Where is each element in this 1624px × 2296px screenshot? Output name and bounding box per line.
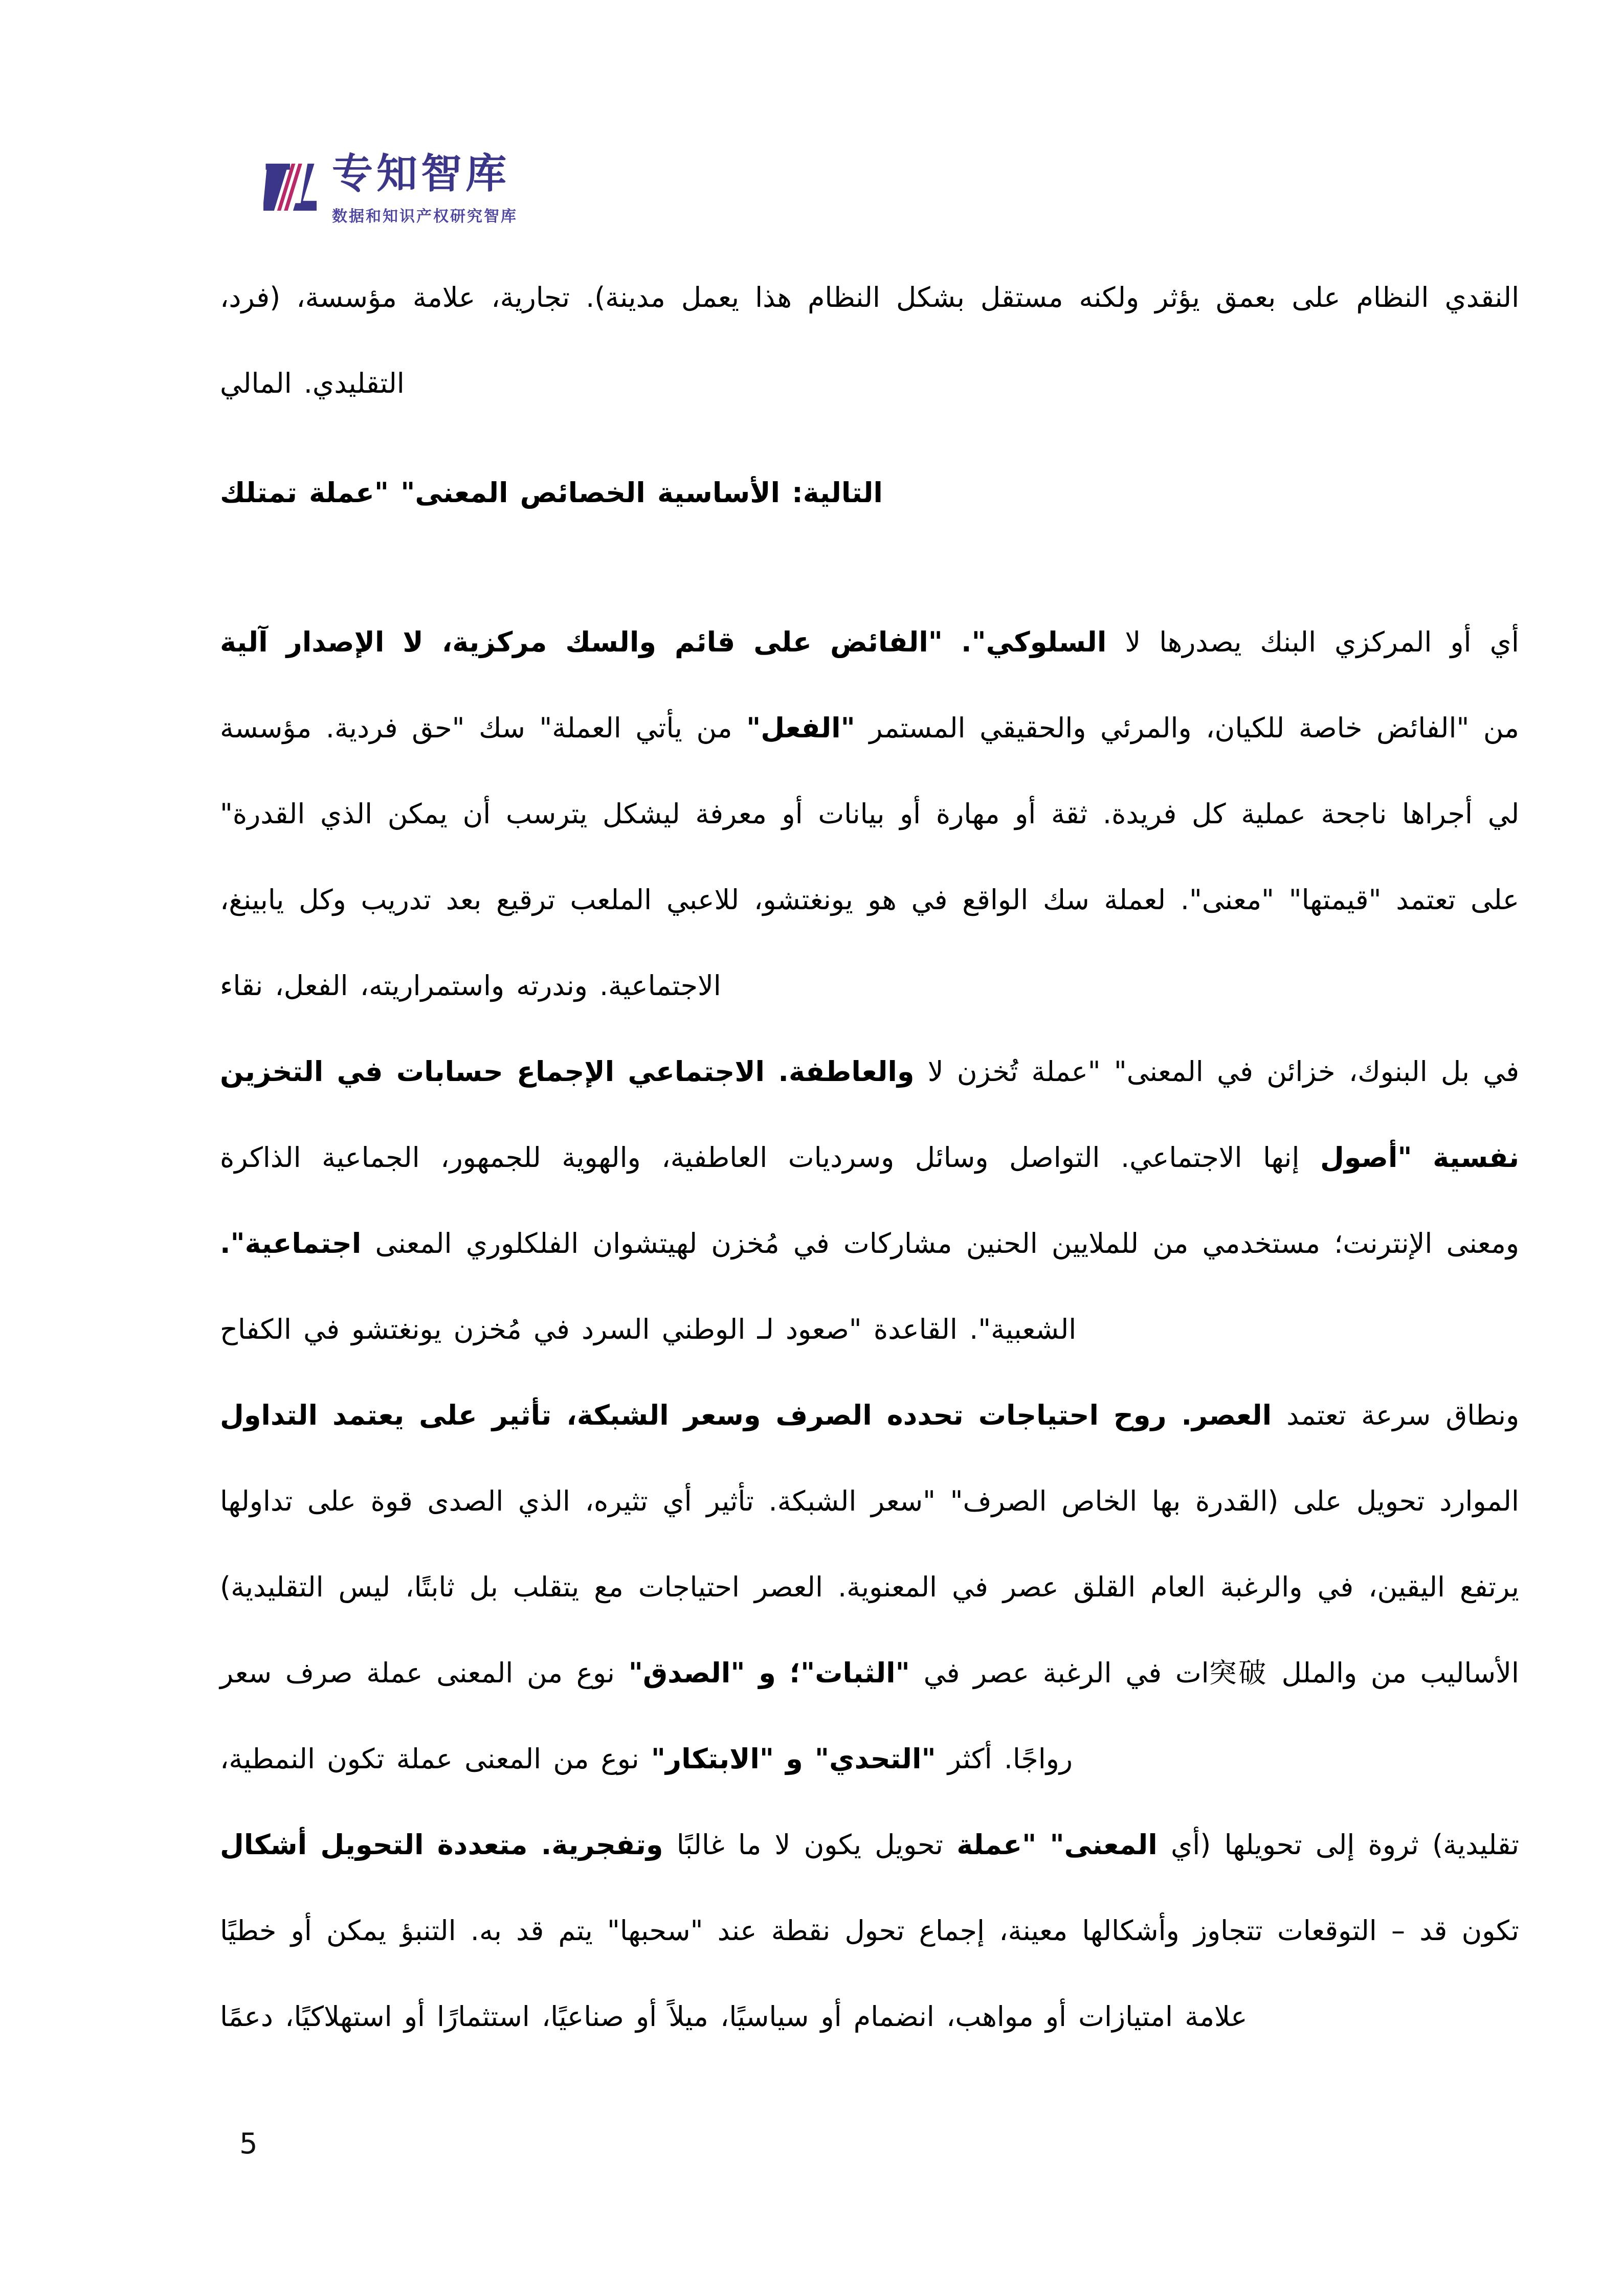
word-token: على bbox=[1293, 1485, 1342, 1517]
word-token: الاجتماعي. bbox=[1120, 1141, 1242, 1174]
word-token: تحويل bbox=[875, 1829, 943, 1861]
word-token: بل bbox=[469, 1571, 498, 1603]
word-token: للملايين bbox=[1051, 1227, 1139, 1259]
word-token: للاعبي bbox=[666, 884, 740, 916]
word-token: مع bbox=[594, 1571, 624, 1603]
word-token: يمكن bbox=[326, 1915, 387, 1947]
word-token: امتيازات bbox=[1078, 2000, 1173, 2033]
word-token: الفلكلوري bbox=[465, 1227, 579, 1259]
word-token: يمكن bbox=[387, 798, 448, 830]
word-token: يابينغ، bbox=[220, 884, 284, 916]
word-token: مُخزن bbox=[711, 1227, 780, 1259]
word-token: نوع bbox=[600, 1743, 639, 1775]
word-token: آلية bbox=[220, 626, 268, 658]
word-token: نفسية bbox=[1433, 1141, 1519, 1174]
word-token: الصرف" bbox=[950, 1485, 1047, 1517]
word-token: كل bbox=[1192, 798, 1226, 830]
word-token: (فرد، bbox=[220, 281, 281, 313]
word-token: "سعر bbox=[871, 1485, 936, 1517]
word-token: فريدة. bbox=[1102, 798, 1177, 830]
word-token: على bbox=[1292, 281, 1341, 313]
word-token: في bbox=[793, 1227, 830, 1259]
word-token: في bbox=[303, 1313, 340, 1345]
word-token: نوع bbox=[576, 1657, 615, 1689]
word-token: في bbox=[1317, 1571, 1354, 1603]
word-token: عملة bbox=[366, 1657, 423, 1689]
word-token: المالي bbox=[220, 367, 292, 399]
word-token: ولكنه bbox=[1079, 281, 1140, 313]
word-token: إنها bbox=[1263, 1141, 1300, 1174]
document-body bbox=[220, 255, 1519, 2060]
word-token: لا bbox=[1125, 626, 1141, 658]
word-token: أو bbox=[636, 2000, 657, 2033]
word-token: دعمًا bbox=[220, 2000, 273, 2033]
word-token: "الصدق" bbox=[628, 1657, 745, 1689]
word-token: مؤسسة، bbox=[296, 281, 397, 313]
word-token: مواهب، bbox=[946, 2000, 1034, 2033]
paragraph bbox=[220, 1372, 1519, 1802]
word-token: السرد bbox=[582, 1313, 650, 1345]
word-token: الموارد bbox=[1439, 1485, 1519, 1517]
word-token: قد bbox=[1419, 1915, 1448, 1947]
word-token: قوة bbox=[370, 1485, 413, 1517]
word-token: الأساليب bbox=[1420, 1657, 1519, 1689]
word-token: تُخزن bbox=[956, 1055, 1018, 1088]
word-token: ميلاً bbox=[669, 2000, 708, 2033]
word-token: تمتلك bbox=[220, 477, 297, 509]
word-token: صناعيًا، bbox=[541, 2000, 624, 2033]
word-token: أو bbox=[1015, 798, 1036, 830]
word-token: النظام bbox=[1356, 281, 1429, 313]
word-token: وندرته bbox=[516, 970, 588, 1002]
word-token: على bbox=[1470, 884, 1520, 916]
logo-text bbox=[332, 152, 518, 226]
word-token: نقطة bbox=[771, 1915, 831, 1947]
word-token: التخزين bbox=[220, 1055, 324, 1088]
word-token: ليشكل bbox=[603, 798, 680, 830]
paragraph bbox=[220, 1802, 1519, 2060]
word-token: أو bbox=[291, 1915, 312, 1947]
word-token: يتم bbox=[558, 1915, 593, 1947]
word-token: للجمهور، bbox=[440, 1141, 541, 1174]
word-token: سياسيًا، bbox=[720, 2000, 809, 2033]
word-token: البنوك، bbox=[1348, 1055, 1428, 1088]
word-token: في bbox=[1217, 1055, 1253, 1088]
word-token: بعمق bbox=[1215, 281, 1276, 313]
word-token: خطيًا bbox=[220, 1915, 277, 1947]
word-token: "عملة bbox=[309, 477, 389, 509]
word-token: في bbox=[533, 1313, 570, 1345]
word-token: أو bbox=[900, 798, 921, 830]
word-token: تحدده bbox=[886, 1399, 964, 1431]
word-token: به. bbox=[470, 1915, 502, 1947]
word-token: أو bbox=[1450, 626, 1472, 658]
word-token: سك bbox=[1042, 884, 1089, 916]
word-token: والحقيقي bbox=[980, 712, 1086, 744]
word-token: سعر bbox=[220, 1657, 272, 1689]
word-token: "الثبات"؛ bbox=[789, 1657, 910, 1689]
word-token: والسك bbox=[565, 626, 656, 658]
word-token: السلوكي". bbox=[961, 626, 1107, 658]
word-token: تكون bbox=[1461, 1915, 1519, 1947]
word-token: عصر bbox=[973, 1657, 1029, 1689]
word-token: النقدي bbox=[1444, 281, 1520, 313]
word-token: المعنى bbox=[436, 1657, 514, 1689]
word-token: الإصدار bbox=[286, 626, 385, 658]
word-token: المعنى bbox=[375, 1227, 452, 1259]
word-token: تجارية، bbox=[491, 281, 570, 313]
word-token: أي bbox=[1489, 626, 1519, 658]
word-token: غالبًا bbox=[676, 1829, 725, 1861]
word-token: يكون bbox=[804, 1829, 861, 1861]
word-token: إجماع bbox=[919, 1915, 985, 1947]
word-token: سرعة bbox=[1361, 1399, 1431, 1431]
word-token: من bbox=[1483, 712, 1519, 744]
word-token: الخاص bbox=[1061, 1485, 1138, 1517]
word-token: "أصول bbox=[1320, 1141, 1412, 1174]
word-token: المعنوية. bbox=[837, 1571, 938, 1603]
word-token: مهارة bbox=[936, 798, 1000, 830]
word-token: الإجماع bbox=[517, 1055, 615, 1088]
word-token: يرتفع bbox=[1459, 1571, 1519, 1603]
word-token: وأشكالها bbox=[1082, 1915, 1180, 1947]
word-token: لـ bbox=[757, 1313, 774, 1345]
word-token: الإنترنت؛ bbox=[1334, 1227, 1433, 1259]
page-number: 5 bbox=[239, 2127, 258, 2160]
word-token: العام bbox=[1150, 1571, 1206, 1603]
word-token: قائم bbox=[674, 626, 736, 658]
word-token: مشاركات bbox=[843, 1227, 952, 1259]
word-token: (أي bbox=[1171, 1829, 1211, 1861]
word-token: في bbox=[337, 1055, 383, 1088]
word-token: الصرف bbox=[775, 1399, 872, 1431]
word-token: خاصة bbox=[1298, 712, 1363, 744]
word-token: عملية bbox=[1241, 798, 1306, 830]
word-token: والمرئي bbox=[1100, 712, 1192, 744]
word-token: ما bbox=[738, 1829, 762, 1861]
word-token: مُخزن bbox=[453, 1313, 522, 1345]
word-token: تعتمد bbox=[1396, 884, 1456, 916]
word-token: اليقين، bbox=[1368, 1571, 1445, 1603]
word-token: لعملة bbox=[1104, 884, 1166, 916]
paragraph bbox=[220, 450, 1519, 536]
word-token: احتياجات bbox=[638, 1571, 740, 1603]
word-token: والملل bbox=[1281, 1657, 1358, 1689]
word-token: لا bbox=[927, 1055, 944, 1088]
word-token: عند bbox=[717, 1915, 757, 1947]
logo-subtitle: 数据和知识产权研究智库 bbox=[332, 208, 518, 226]
word-token: تقليدية) bbox=[1432, 1829, 1519, 1861]
word-token: بها bbox=[1151, 1485, 1181, 1517]
word-token: "التحدي" bbox=[814, 1743, 936, 1775]
word-token: والعاطفة. bbox=[778, 1055, 915, 1088]
word-token: للكيان، bbox=[1206, 712, 1285, 744]
word-token: استثمارًا bbox=[437, 2000, 530, 2033]
word-token: "معنى". bbox=[1180, 884, 1274, 916]
word-token: في bbox=[911, 884, 948, 916]
word-token: ومعنى bbox=[1446, 1227, 1519, 1259]
word-token: "عملة bbox=[956, 1829, 1037, 1861]
word-token: واستمراريته، bbox=[360, 970, 505, 1002]
word-token: يتقلب bbox=[513, 1571, 580, 1603]
word-token: تثيره، bbox=[585, 1485, 648, 1517]
word-token: الرغبة bbox=[1042, 1657, 1112, 1689]
word-token: تحول bbox=[844, 1915, 905, 1947]
word-token: أو bbox=[820, 2000, 842, 2033]
word-token: البنك bbox=[1260, 626, 1317, 658]
word-token: "سحبها" bbox=[607, 1915, 703, 1947]
word-token: إلى bbox=[1315, 1829, 1355, 1861]
word-token: يعتمد bbox=[332, 1399, 405, 1431]
word-token: على bbox=[419, 1399, 477, 1431]
word-token: في bbox=[1483, 1055, 1520, 1088]
word-token: فردية. bbox=[325, 712, 398, 744]
word-token: سك bbox=[479, 712, 525, 744]
word-token: أي bbox=[662, 1485, 692, 1517]
word-token: "الفعل" bbox=[746, 712, 855, 744]
word-token: الاجتماعية. bbox=[599, 970, 721, 1002]
word-token: الجماعية bbox=[322, 1141, 420, 1174]
word-token: روح bbox=[1113, 1399, 1167, 1431]
word-token: تداولها bbox=[220, 1485, 293, 1517]
word-token: الذاكرة bbox=[220, 1141, 301, 1174]
word-token: معرفة bbox=[695, 798, 767, 830]
word-token: التالية: bbox=[792, 477, 883, 509]
word-token: تدريب bbox=[361, 884, 432, 916]
word-token: المعنى bbox=[464, 1743, 542, 1775]
word-token: أو bbox=[1045, 2000, 1066, 2033]
word-token: ثروة bbox=[1368, 1829, 1419, 1861]
word-token: مستخدمي bbox=[1202, 1227, 1321, 1259]
word-token: الوطني bbox=[661, 1313, 746, 1345]
word-token: تعتمد bbox=[1286, 1399, 1347, 1431]
word-token: ثقة bbox=[1051, 798, 1088, 830]
word-token: التحويل bbox=[320, 1829, 424, 1861]
word-token: من bbox=[1370, 1657, 1407, 1689]
word-token: التقليدية) bbox=[220, 1571, 324, 1603]
word-token: الخصائص bbox=[520, 477, 646, 509]
word-token: الملعب bbox=[570, 884, 652, 916]
word-token: الشعبية". bbox=[969, 1313, 1077, 1345]
word-token: لا bbox=[774, 1829, 791, 1861]
word-token: رواجًا. bbox=[1004, 1743, 1073, 1775]
logo bbox=[263, 152, 518, 226]
word-token: حسابات bbox=[396, 1055, 503, 1088]
word-token: علامة bbox=[1185, 2000, 1248, 2033]
word-token: تحويل bbox=[1356, 1485, 1425, 1517]
word-token: 突破ات bbox=[1175, 1657, 1268, 1689]
word-token: الاجتماعي bbox=[628, 1055, 765, 1088]
word-token: المعنى" bbox=[401, 477, 508, 509]
word-token: مركزية، bbox=[441, 626, 547, 658]
word-token: بعد bbox=[446, 884, 482, 916]
word-token: العاطفية، bbox=[661, 1141, 768, 1174]
word-token: والهوية bbox=[562, 1141, 641, 1174]
word-token: النمطية، bbox=[220, 1743, 315, 1775]
word-token: وسعر bbox=[683, 1399, 761, 1431]
word-token: "الفائض bbox=[1376, 712, 1470, 744]
word-token: يصدرها bbox=[1159, 626, 1242, 658]
word-token: عملة bbox=[396, 1743, 453, 1775]
word-token: القدرة" bbox=[220, 798, 305, 830]
word-token: المعنى" bbox=[1114, 1055, 1204, 1088]
word-token: في bbox=[951, 1571, 988, 1603]
word-token: أو bbox=[404, 2000, 425, 2033]
word-token: الأساسية bbox=[657, 477, 780, 509]
word-token: النظام bbox=[807, 281, 880, 313]
word-token: تأثير bbox=[706, 1485, 754, 1517]
logo-title: 专知智库 bbox=[332, 150, 510, 197]
word-token: استهلاكيًا، bbox=[285, 2000, 392, 2033]
word-token: يعمل bbox=[681, 281, 740, 313]
word-token: أجراها bbox=[1401, 798, 1473, 830]
word-token: وسائل bbox=[915, 1141, 989, 1174]
word-token: (القدرة bbox=[1195, 1485, 1279, 1517]
word-token: الذي bbox=[518, 1485, 570, 1517]
word-token: علامة bbox=[412, 281, 476, 313]
word-token: التواصل bbox=[1009, 1141, 1100, 1174]
word-token: الشبكة، bbox=[566, 1399, 669, 1431]
word-token: على bbox=[753, 626, 812, 658]
word-token: هو bbox=[867, 884, 897, 916]
word-token: صرف bbox=[285, 1657, 353, 1689]
paragraph bbox=[220, 255, 1519, 426]
word-token: متعددة bbox=[437, 1829, 528, 1861]
word-token: ترقيع bbox=[496, 884, 555, 916]
word-token: الكفاح bbox=[220, 1313, 292, 1345]
word-token: احتياجات bbox=[978, 1399, 1099, 1431]
word-token: يترسب bbox=[505, 798, 588, 830]
word-token: الصدى bbox=[427, 1485, 504, 1517]
word-token: من bbox=[553, 1743, 589, 1775]
word-token: وكل bbox=[299, 884, 346, 916]
word-token: قد bbox=[516, 1915, 544, 1947]
word-token: "الفائض bbox=[830, 626, 943, 658]
word-token: مؤسسة bbox=[220, 712, 312, 744]
word-token: "حق bbox=[412, 712, 465, 744]
word-token: في bbox=[1125, 1657, 1162, 1689]
word-token: التوقعات bbox=[1277, 1915, 1377, 1947]
word-token: ونطاق bbox=[1445, 1399, 1520, 1431]
word-token: يؤثر bbox=[1155, 281, 1200, 313]
word-token: معينة، bbox=[999, 1915, 1068, 1947]
word-token: وتفجرية. bbox=[541, 1829, 663, 1861]
word-token: الواقع bbox=[962, 884, 1029, 916]
word-token: لي bbox=[1487, 798, 1520, 830]
word-token: الذي bbox=[320, 798, 373, 830]
word-token: العملة" bbox=[539, 712, 621, 744]
word-token: خزائن bbox=[1266, 1055, 1336, 1088]
word-token: المعنى" bbox=[1050, 1829, 1158, 1861]
word-token: الشبكة. bbox=[768, 1485, 857, 1517]
word-token: – bbox=[1391, 1915, 1405, 1947]
word-token: تحويلها bbox=[1224, 1829, 1302, 1861]
word-token: الحنين bbox=[966, 1227, 1038, 1259]
word-token: أكثر bbox=[947, 1743, 992, 1775]
paragraph bbox=[220, 599, 1519, 1029]
word-token: "قيمتها" bbox=[1288, 884, 1382, 916]
word-token: في bbox=[923, 1657, 960, 1689]
word-token: لا bbox=[403, 626, 424, 658]
word-token: من bbox=[1152, 1227, 1189, 1259]
word-token: تتجاوز bbox=[1193, 1915, 1263, 1947]
word-token: "الابتكار" bbox=[651, 1743, 774, 1775]
word-token: بل bbox=[1441, 1055, 1470, 1088]
word-token: التقليدي. bbox=[303, 367, 405, 399]
word-token: يأتي bbox=[635, 712, 682, 744]
word-token: عصر bbox=[1003, 1571, 1059, 1603]
word-token: المستمر bbox=[869, 712, 966, 744]
word-token: أن bbox=[462, 798, 491, 830]
word-token: نقاء bbox=[220, 970, 263, 1002]
word-token: أشكال bbox=[220, 1829, 307, 1861]
word-token: يونغتشو bbox=[351, 1313, 442, 1345]
word-token: على bbox=[307, 1485, 357, 1517]
word-token: و bbox=[786, 1743, 803, 1775]
word-token: المركزي bbox=[1334, 626, 1432, 658]
word-token: والرغبة bbox=[1220, 1571, 1303, 1603]
word-token: ثابتًا، bbox=[405, 1571, 455, 1603]
word-token: بيانات bbox=[818, 798, 885, 830]
word-token: تأثير bbox=[492, 1399, 552, 1431]
word-token: التداول bbox=[220, 1399, 318, 1431]
word-token: وسرديات bbox=[788, 1141, 895, 1174]
word-token: تكون bbox=[327, 1743, 385, 1775]
word-token: العصر. bbox=[1181, 1399, 1272, 1431]
word-token: ناجحة bbox=[1321, 798, 1387, 830]
word-token: "عملة bbox=[1031, 1055, 1101, 1088]
word-token: أو bbox=[782, 798, 803, 830]
word-token: القلق bbox=[1073, 1571, 1136, 1603]
paragraph bbox=[220, 1029, 1519, 1372]
word-token: ليس bbox=[338, 1571, 391, 1603]
word-token: يونغتشو، bbox=[753, 884, 853, 916]
word-token: من bbox=[527, 1657, 563, 1689]
word-token: و bbox=[759, 1657, 776, 1689]
word-token: هذا bbox=[755, 281, 792, 313]
word-token: "صعود bbox=[785, 1313, 862, 1345]
word-token: التنبؤ bbox=[401, 1915, 456, 1947]
word-token: انضمام bbox=[853, 2000, 935, 2033]
word-token: القاعدة bbox=[873, 1313, 958, 1345]
word-token: الفعل، bbox=[275, 970, 348, 1002]
word-token: اجتماعية". bbox=[220, 1227, 362, 1259]
word-token: مستقل bbox=[980, 281, 1063, 313]
word-token: من bbox=[696, 712, 732, 744]
word-token: مدينة). bbox=[586, 281, 665, 313]
word-token: العصر bbox=[754, 1571, 824, 1603]
word-token: لهيتشوان bbox=[592, 1227, 698, 1259]
word-token: بشكل bbox=[896, 281, 965, 313]
zl-logo-icon bbox=[263, 152, 317, 222]
